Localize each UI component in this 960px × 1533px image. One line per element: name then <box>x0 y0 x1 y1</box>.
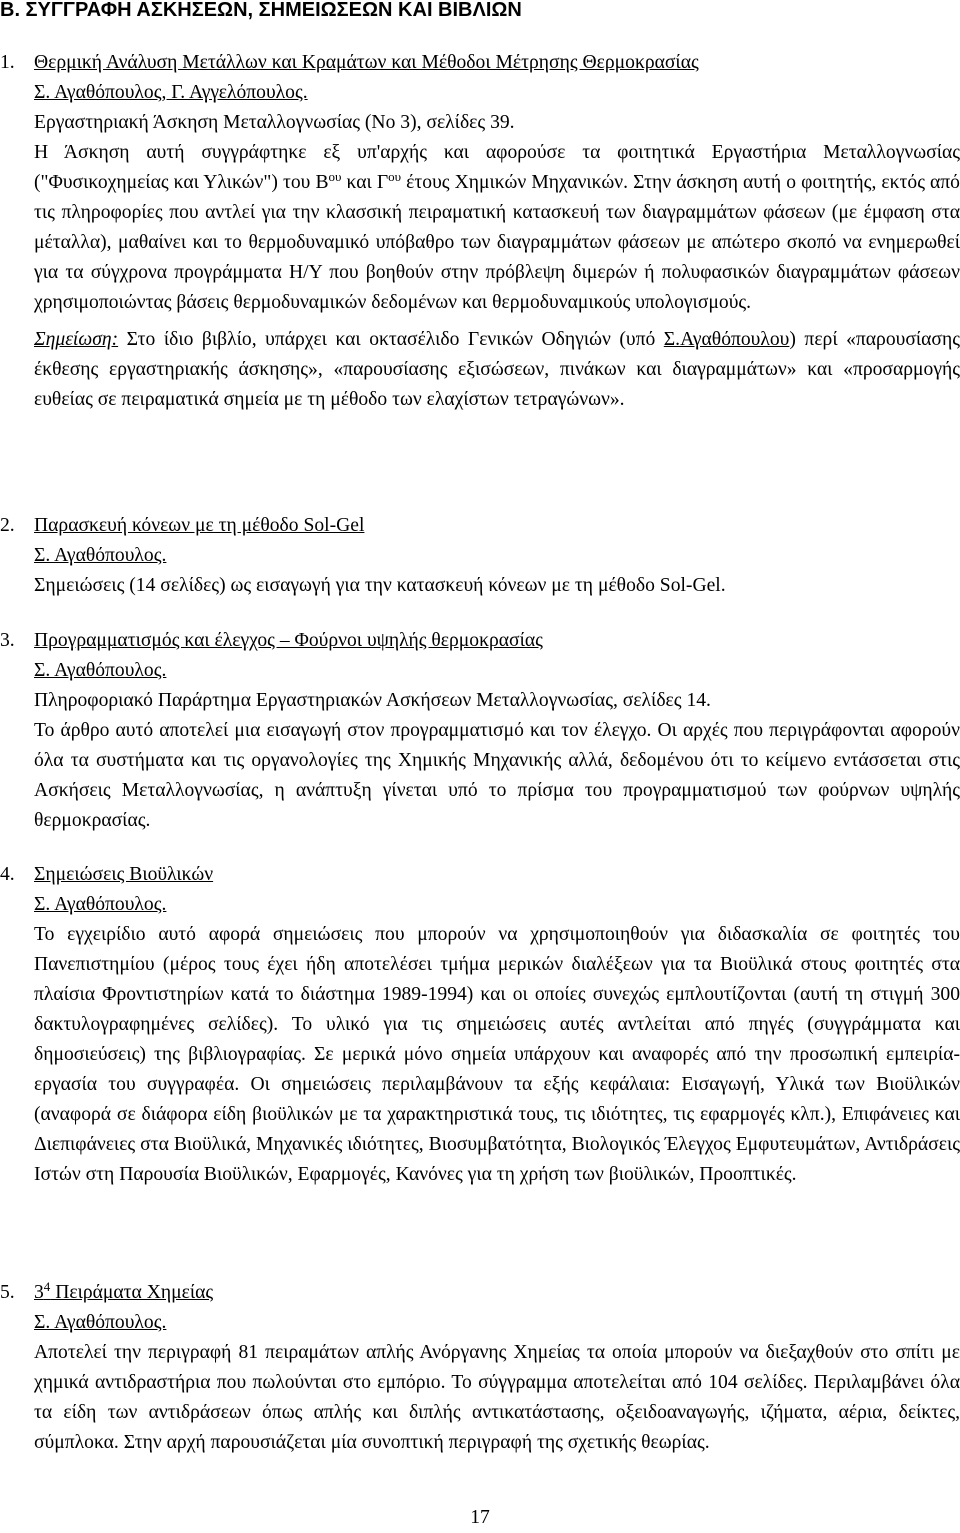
item-title: Προγραμματισμός και έλεγχος – Φούρνοι υψηλής θερμοκρασίας <box>34 630 543 651</box>
list-item-1 <box>0 48 960 415</box>
item-authors: Σ. Αγαθόπουλος, Γ. Αγγελόπουλος. <box>34 82 308 103</box>
superscript: ου <box>328 169 342 184</box>
note-label: Σημείωση: <box>34 329 119 350</box>
item-description: Η Άσκηση αυτή συγγράφτηκε εξ υπ'αρχής και αφορούσε τα φοιτητικά Εργαστήρια Μεταλλογνωσίας ("Φυσικοχημείας και Υλικών") του $B^{o\upsilon}$ και $\Gamma^{o\upsilon}$ έτους Χημικών Μηχανικών. Στην άσκηση αυτή ο φοιτητής, εκτός από τις πληροφορίες που αντλεί για την κλασσική πειραματική κατασκευή των διαγραμμάτων φάσεων (με έμφαση στα μέταλλα), μαθαίνει και το θερμοδυναμικό υπόβαθρο των διαγραμμάτων φάσεων με απώτερο σκοπό να ενημερωθεί για τα σύγχρονα προγράμματα Η/Υ που βοηθούν στην πρόβλεψη διμερών ή πολυφασικών διαγραμμάτων φάσεων χρησιμοποιώντας βάσεις θερμοδυναμικών δεδομένων και θερμοδυναμικούς υπολογισμούς. <box>34 142 960 313</box>
item-description: Το άρθρο αυτό αποτελεί μια εισαγωγή στον προγραμματισμό και τον έλεγχο. Οι αρχές που περιγράφονται αφορούν όλα τα συστήματα και τις οργανολογίες της Χημικής Μηχανικής αλλά, δεδομένου ότι το κείμενο εντάσσεται στις Ασκήσεις Μεταλλογνωσίας, η ανάπτυξη γίνεται υπό το πρίσμα του προγραμματισμού των φούρνων υψηλής θερμοκρασίας. <box>34 720 960 831</box>
item-title: $3^4$ Πειράματα Χημείας <box>34 1279 214 1303</box>
item-title: Θερμική Ανάλυση Μετάλλων και Κραμάτων και Μέθοδοι Μέτρησης Θερμοκρασίας <box>34 52 699 73</box>
item-number: 5. <box>0 1282 15 1303</box>
item-source: Πληροφοριακό Παράρτημα Εργαστηριακών Ασκήσεων Μεταλλογνωσίας, σελίδες 14. <box>34 690 711 711</box>
superscript: ου <box>388 169 402 184</box>
item-number: 3. <box>0 630 15 651</box>
superscript: 4 <box>43 1279 51 1294</box>
item-description: Σημειώσεις (14 σελίδες) ως εισαγωγή για την κατασκευή κόνεων με τη μέθοδο Sol-Gel. <box>34 575 726 596</box>
item-authors: Σ. Αγαθόπουλος. <box>34 660 167 681</box>
note-author: Σ.Αγαθόπουλου <box>663 329 790 350</box>
item-note: Σημείωση: Στο ίδιο βιβλίο, υπάρχει και οκτασέλιδο Γενικών Οδηγιών (υπό Σ.Αγαθόπουλου) περί «παρουσίασης έκθεσης εργαστηριακής άσκησης», «παρουσίασης εξισώσεων, πινάκων και διαγραμμάτων» και «προσαρμογής ευθείας σε πειραματικά σημεία με τη μέθοδο των ελαχίστων τετραγώνων». <box>34 329 960 410</box>
page-number: 17 <box>470 1507 490 1528</box>
list-item-3 <box>0 626 960 836</box>
item-description: Το εγχειρίδιο αυτό αφορά σημειώσεις που μπορούν να χρησιμοποιηθούν για διδασκαλία σε φοιτητές του Πανεπιστημίου (μέρος τους έχει ήδη αποτελέσει τμήμα μερικών διαλέξεων για τα Βιοϋλικά στους φοιτητές στα πλαίσια Φροντιστηρίων κατά το διάστημα 1989-1994) και οι οποίες συνεχώς εμπλουτίζονται (αυτή τη στιγμή 300 δακτυλογραφημένες σελίδες). Το υλικό για τις σημειώσεις αυτές αντλείται από πηγές (συγγράμματα και δημοσιεύσεις) της βιβλιογραφίας. Σε μερικά μόνο σημεία υπάρχουν και αναφορές από την προσωπική εμπειρία-εργασία του συγγραφέα. Οι σημειώσεις περιλαμβάνουν τα εξής κεφάλαια: Εισαγωγή, Υλικά των Βιοϋλικών (αναφορά σε διάφορα είδη βιοϋλικών με τα χαρακτηριστικά τους, τις ιδιότητες, τις εφαρμογές κλπ.), Επιφάνειες και Διεπιφάνειες στα Βιοϋλικά, Μηχανικές ιδιότητες, Βιοσυμβατότητα, Βιολογικός Έλεγχος Εμφυτευμάτων, Αντιδράσεις Ιστών στη Παρουσία Βιοϋλικών, Εφαρμογές, Κανόνες για τη χρήση των βιοϋλικών, Προοπτικές. <box>34 924 960 1185</box>
item-number: 2. <box>0 515 15 536</box>
item-title: Παρασκευή κόνεων με τη μέθοδο Sol-Gel <box>34 515 365 536</box>
item-number: 4. <box>0 864 15 885</box>
list-item-2 <box>0 511 960 601</box>
item-description: Αποτελεί την περιγραφή 81 πειραμάτων απλής Ανόργανης Χημείας τα οποία μπορούν να διεξαχθούν στο σπίτι με χημικά αντιδραστήρια που πωλούνται στο εμπόριο. Το σύγγραμμα αποτελείται από 104 σελίδες. Περιλαμβάνει όλα τα είδη των αντιδράσεων όπως απλής και διπλής αντικατάστασης, οξειδοαναγωγής, ιζήματα, αέρια, δείκτες, σύμπλοκα. Στην αρχή παρουσιάζεται μία συνοπτική περιγραφή της σχετικής θεωρίας. <box>34 1342 960 1453</box>
item-title: Σημειώσεις Βιοϋλικών <box>34 864 214 885</box>
item-authors: Σ. Αγαθόπουλος. <box>34 545 167 566</box>
item-authors: Σ. Αγαθόπουλος. <box>34 894 167 915</box>
section-heading: Β. ΣΥΓΓΡΑΦΗ ΑΣΚΗΣΕΩΝ, ΣΗΜΕΙΩΣΕΩΝ ΚΑΙ ΒΙΒΛΙΩΝ <box>0 0 522 21</box>
item-source: Εργαστηριακή Άσκηση Μεταλλογνωσίας (Νο 3), σελίδες 39. <box>34 112 515 133</box>
item-number: 1. <box>0 52 15 73</box>
item-authors: Σ. Αγαθόπουλος. <box>34 1312 167 1333</box>
list-item-4 <box>0 860 960 1190</box>
list-item-5 <box>0 1278 960 1458</box>
